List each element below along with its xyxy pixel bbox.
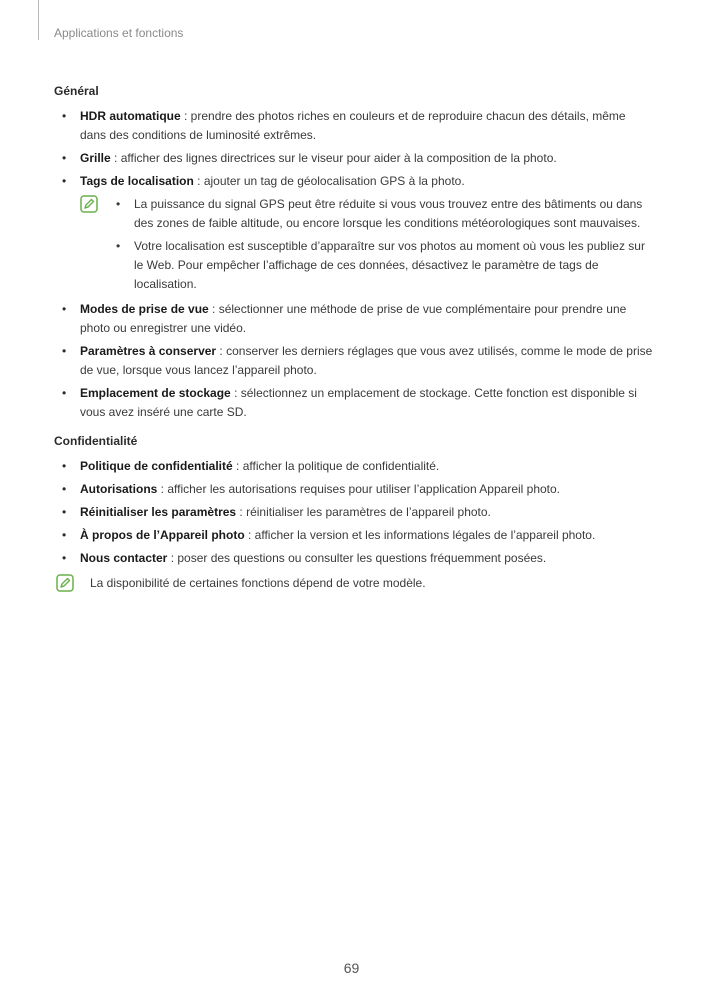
bullet: •	[62, 151, 67, 165]
bullet: •	[116, 197, 121, 211]
gps-note	[54, 195, 654, 294]
bullet: •	[62, 386, 67, 400]
section-title-privacy: Confidentialité	[54, 434, 138, 448]
content	[54, 82, 654, 599]
item-desc: : réinitialiser les paramètres de l’appareil photo.	[236, 505, 491, 519]
item-desc: : afficher des lignes directrices sur le viseur pour aider à la composition de la photo.	[110, 151, 557, 165]
item-term: Réinitialiser les paramètres	[80, 505, 237, 519]
list-item	[54, 503, 654, 522]
page-number: 69	[343, 960, 360, 976]
item-desc: : afficher la politique de confidentialité.	[232, 459, 440, 473]
list-item	[54, 457, 654, 476]
section-title-general: Général	[54, 84, 99, 98]
item-desc: : prendre des photos riches en couleurs et de reproduire chacun des détails, même dans des conditions de luminosité extrêmes.	[80, 109, 626, 142]
item-desc: : poser des questions ou consulter les questions fréquemment posées.	[167, 551, 547, 565]
bullet: •	[62, 109, 67, 123]
note-bullet-item	[108, 237, 654, 294]
list-item	[54, 480, 654, 499]
list-item	[54, 549, 654, 568]
bullet: •	[62, 528, 67, 542]
general-list-continued	[54, 300, 654, 422]
item-desc: : ajouter un tag de géolocalisation GPS à la photo.	[193, 174, 465, 188]
header-rule	[38, 0, 39, 40]
item-term: Paramètres à conserver	[80, 344, 217, 358]
note-pen-icon	[80, 195, 98, 213]
bullet: •	[62, 551, 67, 565]
list-item	[54, 149, 654, 168]
list-item	[54, 172, 654, 191]
note-bullet-text: La puissance du signal GPS peut être réduite si vous vous trouvez entre des bâtiments ou dans des zones de faible altitude, ou encore lorsque les conditions météorologiques sont mauvaises.	[134, 197, 643, 230]
gps-note-list	[108, 195, 654, 294]
item-term: Tags de localisation	[80, 174, 194, 188]
item-desc: : conserver les derniers réglages que vous avez utilisés, comme le mode de prise de vue, lorsque vous lancez l’appareil photo.	[80, 344, 653, 377]
item-term: Politique de confidentialité	[80, 459, 233, 473]
list-item	[54, 526, 654, 545]
item-desc: : sélectionnez un emplacement de stockage. Cette fonction est disponible si vous avez inséré une carte SD.	[80, 386, 637, 419]
item-term: À propos de l’Appareil photo	[80, 528, 245, 542]
bullet: •	[62, 482, 67, 496]
general-list	[54, 107, 654, 191]
list-item	[54, 300, 654, 338]
item-term: Nous contacter	[80, 551, 168, 565]
item-term: Modes de prise de vue	[80, 302, 209, 316]
bullet: •	[62, 459, 67, 473]
privacy-list	[54, 457, 654, 568]
bullet: •	[62, 302, 67, 316]
availability-note-text: La disponibilité de certaines fonctions dépend de votre modèle.	[90, 576, 426, 590]
list-item	[54, 342, 654, 380]
availability-note	[54, 574, 654, 593]
note-bullet-item	[108, 195, 654, 233]
bullet: •	[62, 174, 67, 188]
bullet: •	[62, 505, 67, 519]
bullet: •	[116, 239, 121, 253]
note-bullet-text: Votre localisation est susceptible d’apparaître sur vos photos au moment où vous les publiez sur le Web. Pour empêcher l’affichage de ces données, désactivez le paramètre de tags de localisation.	[134, 239, 645, 291]
item-term: HDR automatique	[80, 109, 181, 123]
item-desc: : afficher la version et les informations légales de l’appareil photo.	[244, 528, 596, 542]
item-desc: : sélectionner une méthode de prise de vue complémentaire pour prendre une photo ou enregistrer une vidéo.	[80, 302, 627, 335]
item-term: Emplacement de stockage	[80, 386, 231, 400]
list-item	[54, 107, 654, 145]
item-term: Autorisations	[80, 482, 158, 496]
running-header: Applications et fonctions	[54, 26, 184, 40]
list-item	[54, 384, 654, 422]
note-pen-icon	[56, 574, 74, 592]
item-term: Grille	[80, 151, 111, 165]
item-desc: : afficher les autorisations requises pour utiliser l’application Appareil photo.	[157, 482, 561, 496]
bullet: •	[62, 344, 67, 358]
